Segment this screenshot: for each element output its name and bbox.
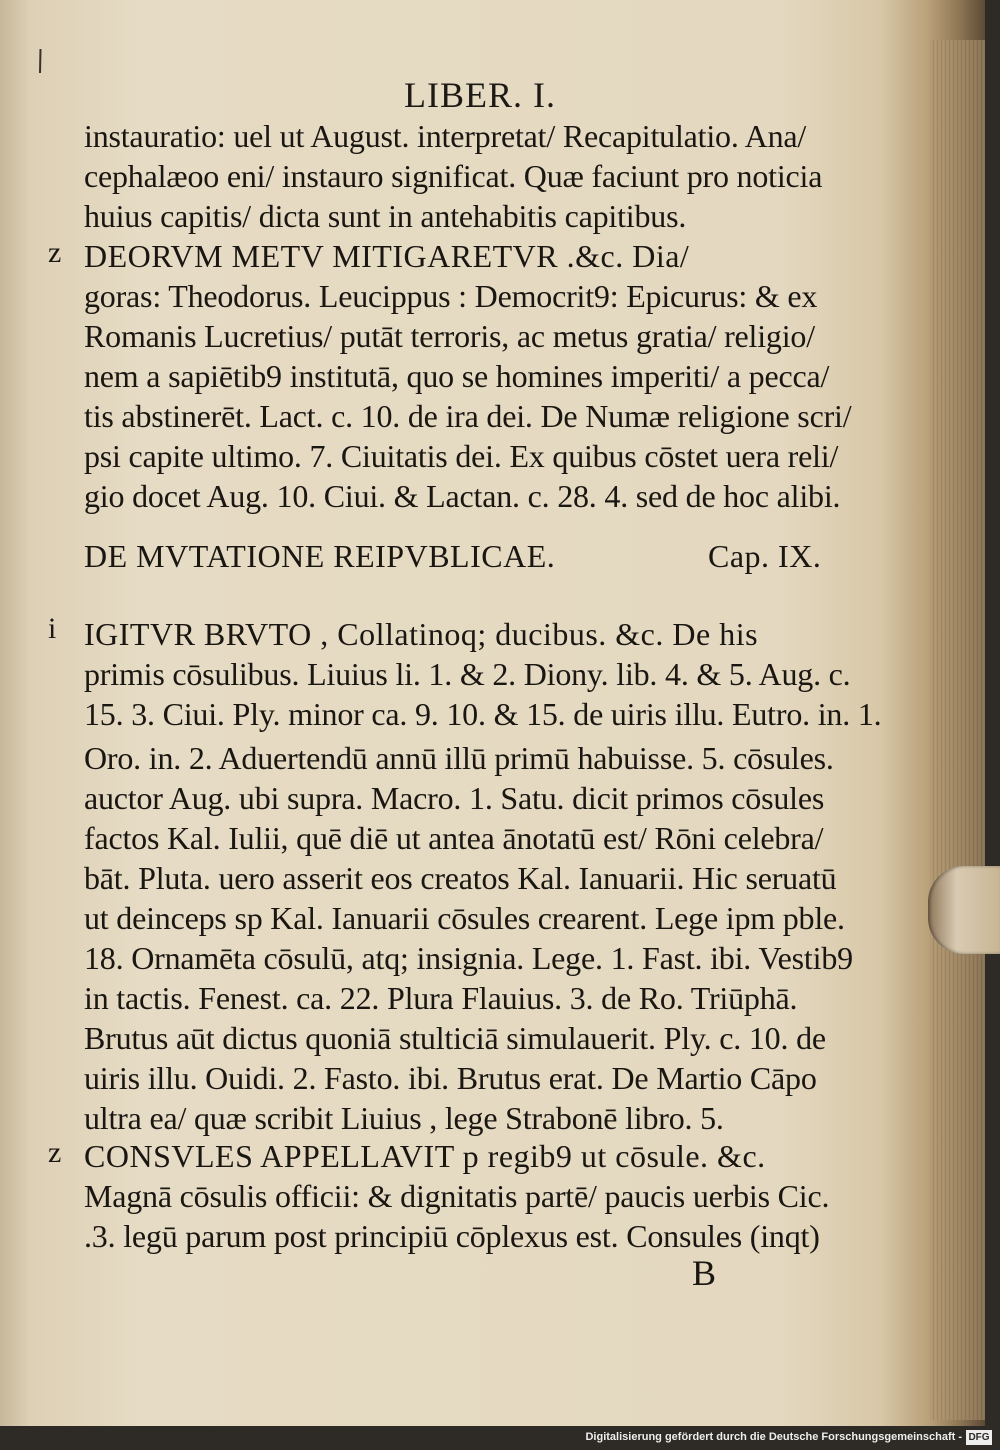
- text-line: tis abstinerēt. Lact. c. 10. de ira dei. De Numæ religione scri/: [84, 398, 852, 434]
- text-line: 18. Ornamēta cōsulū, atq; insignia. Lege. 1. Fast. ibi. Vestib9: [84, 940, 853, 976]
- margin-note-z: z: [48, 1136, 62, 1169]
- footer-credit: Digitalisierung gefördert durch die Deutsche Forschungsgemeinschaft -: [585, 1431, 962, 1443]
- text-line: huius capitis/ dicta sunt in antehabitis capitibus.: [84, 198, 687, 234]
- text-line: bāt. Pluta. uero asserit eos creatos Kal. Ianuarii. Hic seruatū: [84, 860, 837, 896]
- text-line: in tactis. Fenest. ca. 22. Plura Flauius. 3. de Ro. Triūphā.: [84, 980, 798, 1016]
- pencil-mark-icon: [38, 48, 43, 74]
- bookmark-tab: [928, 866, 1000, 954]
- text-line: ultra ea/ quæ scribit Liuius , lege Strabonē libro. 5.: [84, 1100, 724, 1136]
- text-line: CONSVLES APPELLAVIT p regib9 ut cōsule. &c.: [84, 1138, 766, 1174]
- text-line: ut deinceps sp Kal. Ianuarii cōsules crearent. Lege ipm pble.: [84, 900, 845, 936]
- text-line: primis cōsulibus. Liuius li. 1. & 2. Diony. lib. 4. & 5. Aug. c.: [84, 656, 851, 692]
- text-line: Brutus aūt dictus quoniā stulticiā simulauerit. Ply. c. 10. de: [84, 1020, 826, 1056]
- text-line: factos Kal. Iulii, quē diē ut antea ānotatū est/ Rōni celebra/: [84, 820, 824, 856]
- text-line: Oro. in. 2. Aduertendū annū illū primū habuisse. 5. cōsules.: [84, 740, 834, 776]
- text-line: goras: Theodorus. Leucippus : Democrit9: Epicurus: & ex: [84, 278, 818, 314]
- signature-mark: B: [692, 1253, 717, 1293]
- text-line: 15. 3. Ciui. Ply. minor ca. 9. 10. & 15. de uiris illu. Eutro. in. 1.: [84, 696, 882, 732]
- text-line: DEORVM METV MITIGARETVR .&c. Dia/: [84, 238, 690, 274]
- text-line: gio docet Aug. 10. Ciui. & Lactan. c. 28. 4. sed de hoc alibi.: [84, 478, 841, 514]
- margin-note-i: i: [48, 612, 57, 645]
- text-line: psi capite ultimo. 7. Ciuitatis dei. Ex quibus cōstet uera reli/: [84, 438, 839, 474]
- text-line: Romanis Lucretius/ putāt terroris, ac metus gratia/ religio/: [84, 318, 815, 354]
- text-line: uiris illu. Ouidi. 2. Fasto. ibi. Brutus erat. De Martio Cāpo: [84, 1060, 817, 1096]
- digitization-footer: [0, 1426, 1000, 1450]
- margin-note-z: z: [48, 236, 62, 269]
- text-line: auctor Aug. ubi supra. Macro. 1. Satu. dicit primos cōsules: [84, 780, 825, 816]
- chapter-heading: [84, 536, 822, 576]
- dfg-logo: DFG: [966, 1430, 992, 1445]
- text-line: nem a sapiētib9 institutā, quo se homines imperiti/ a pecca/: [84, 358, 830, 394]
- page-edge-shading: [930, 40, 985, 1420]
- chapter-title: DE MVTATIONE REIPVBLICAE.: [84, 538, 556, 574]
- chapter-number: Cap. IX.: [708, 538, 822, 574]
- running-header: LIBER. I.: [404, 75, 556, 115]
- text-line: Magnā cōsulis officii: & dignitatis partē/ paucis uerbis Cic.: [84, 1178, 830, 1214]
- text-line: instauratio: uel ut August. interpretat/ Recapitulatio. Ana/: [84, 118, 807, 154]
- text-line: IGITVR BRVTO , Collatinoq; ducibus. &c. De his: [84, 616, 759, 652]
- text-line: .3. legū parum post principiū cōplexus est. Consules (inqt): [84, 1218, 820, 1254]
- text-line: cephalæoo eni/ instauro significat. Quæ faciunt pro noticia: [84, 158, 823, 194]
